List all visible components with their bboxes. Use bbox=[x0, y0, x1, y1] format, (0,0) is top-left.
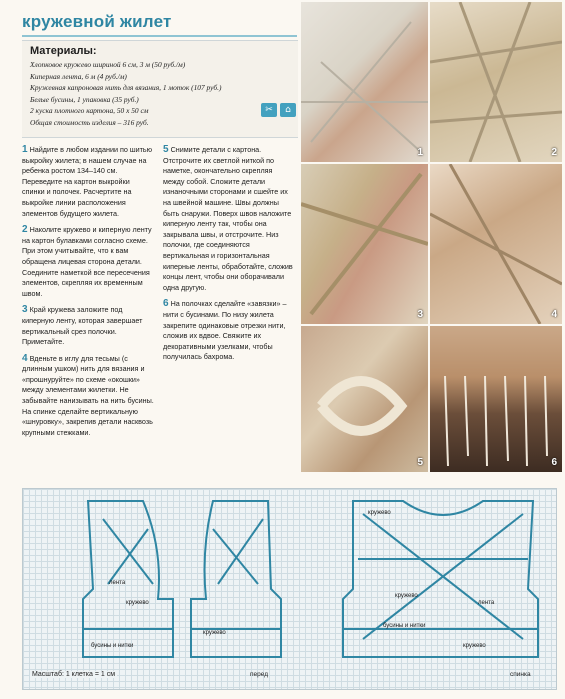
materials-item: 2 куска плотного картона, 50 x 50 см bbox=[30, 106, 149, 115]
step-number: 6 bbox=[163, 298, 169, 310]
kruzhevo-label: кружево bbox=[368, 510, 391, 516]
materials-item: Кружевная капроновая нить для вязания, 1 моток (107 руб.) bbox=[30, 83, 222, 92]
step-photo-5 bbox=[301, 326, 428, 472]
step-photo-1 bbox=[301, 2, 428, 162]
sewing-machine-icon: ✂ bbox=[261, 103, 277, 117]
step-4 bbox=[22, 354, 154, 439]
step-text: Наколите кружево и киперную ленту на картон булавками согласно схеме. При этом учитывайте, что к вам обращена лицевая сторона детали. Соедините наметкой все пересечения элементов, скрепляя их временным швом. bbox=[22, 225, 152, 298]
iron-icon: ⌂ bbox=[280, 103, 296, 117]
step-text: Найдите в любом издании по шитью выкройку жилета; в нашем случае на ребенка ростом 134–140 см. Переведите на картон выкройки спинки и полочек. Расчертите на выкройке линии расположения элементов будущего жилета. bbox=[22, 145, 153, 218]
fringe-icon bbox=[430, 326, 562, 472]
lace-pattern-icon bbox=[301, 164, 428, 324]
materials-box bbox=[22, 40, 298, 138]
step-photo-4 bbox=[430, 164, 562, 324]
step-number: 2 bbox=[22, 224, 28, 236]
photo-number: 5 bbox=[417, 457, 423, 468]
step-photo-2 bbox=[430, 2, 562, 162]
materials-item: Хлопковое кружево шириной 6 см, 3 м (50 руб./м) bbox=[30, 60, 186, 69]
photo-number: 3 bbox=[417, 309, 423, 320]
step-text: Снимите детали с картона. Отстрочите их светлой ниткой по наметке, окончательно скрепляя между собой. Сложите детали изнаночными сторонами и сшейте их на швейной машине. Швы должны быть снаружи. Поверх швов наложите киперную ленту так, чтобы она закрывала швы, и отстрочите. Низ полочки, где соединяются вертикальная и горизонтальная киперные ленты, обработайте, сложив концы лент, чтобы они оборачивали одна другую. bbox=[163, 145, 293, 292]
lenta-label: лента bbox=[478, 600, 495, 606]
busy-label: бусины и нитки bbox=[91, 643, 134, 649]
kruzhevo-label: кружево bbox=[126, 600, 149, 606]
step-number: 4 bbox=[22, 352, 28, 364]
text-column-left bbox=[22, 145, 154, 444]
photo-grid bbox=[301, 2, 562, 472]
step-3 bbox=[22, 305, 154, 347]
vest-pattern-drawing bbox=[23, 489, 556, 689]
photo-number: 6 bbox=[551, 457, 557, 468]
lenta-label: лента bbox=[109, 580, 126, 586]
step-6 bbox=[163, 299, 295, 363]
step-photo-3 bbox=[301, 164, 428, 324]
lace-pattern-icon bbox=[301, 2, 428, 162]
step-number: 3 bbox=[22, 304, 28, 316]
lace-pattern-icon bbox=[430, 164, 562, 324]
page-title: кружевной жилет bbox=[22, 12, 172, 31]
materials-heading: Материалы: bbox=[30, 45, 97, 57]
pattern-diagram bbox=[22, 488, 557, 690]
lace-pattern-icon bbox=[430, 2, 562, 162]
photo-number: 1 bbox=[417, 147, 423, 158]
materials-item: Белые бусины, 1 упаковка (35 руб.) bbox=[30, 94, 139, 104]
photo-number: 4 bbox=[551, 309, 557, 320]
materials-icons bbox=[261, 103, 296, 117]
materials-list bbox=[30, 59, 230, 128]
kruzhevo-label: кружево bbox=[395, 593, 418, 599]
step-text: На полочках сделайте «завязки» – нити с бусинами. По низу жилета закрепите одинаковые отрезки нити, сложив их вдвое. Свяжите их декоративными узелками, чтобы получилась бахрома. bbox=[163, 299, 287, 362]
photo-number: 2 bbox=[551, 147, 557, 158]
scale-note: Масштаб: 1 клетка = 1 см bbox=[32, 671, 116, 678]
step-photo-6 bbox=[430, 326, 562, 472]
front-left-piece bbox=[83, 501, 173, 657]
kruzhevo-label: кружево bbox=[203, 630, 226, 636]
step-2 bbox=[22, 225, 154, 299]
front-label: перед bbox=[250, 671, 269, 678]
step-text: Вденьте в иглу для тесьмы (с длинным ушком) нить для вязания и «прошнуруйте» по схеме «окошки» между элементами жилетки. Не забывайте нанизывать на нить бусины. На спинке сделайте вертикальную «шнуровку», закрепив детали насквозь крупными стежками. bbox=[22, 353, 154, 437]
step-1 bbox=[22, 145, 154, 219]
back-label: спинка bbox=[510, 671, 531, 678]
step-number: 5 bbox=[163, 144, 169, 155]
ribbon-icon bbox=[301, 326, 428, 472]
materials-item: Киперная лента, 6 м (4 руб./м) bbox=[30, 71, 127, 81]
title-underline bbox=[22, 35, 297, 37]
kruzhevo-label: кружево bbox=[463, 643, 486, 649]
step-text: Край кружева заложите под киперную ленту, которая завершает вертикальный срез полочки. Приметайте. bbox=[22, 305, 143, 347]
busy-label: бусины и нитки bbox=[383, 623, 426, 629]
step-5 bbox=[163, 145, 295, 293]
step-number: 1 bbox=[22, 144, 28, 155]
text-column-right bbox=[163, 145, 295, 369]
materials-total: Общая стоимость изделия – 316 руб. bbox=[30, 117, 149, 127]
